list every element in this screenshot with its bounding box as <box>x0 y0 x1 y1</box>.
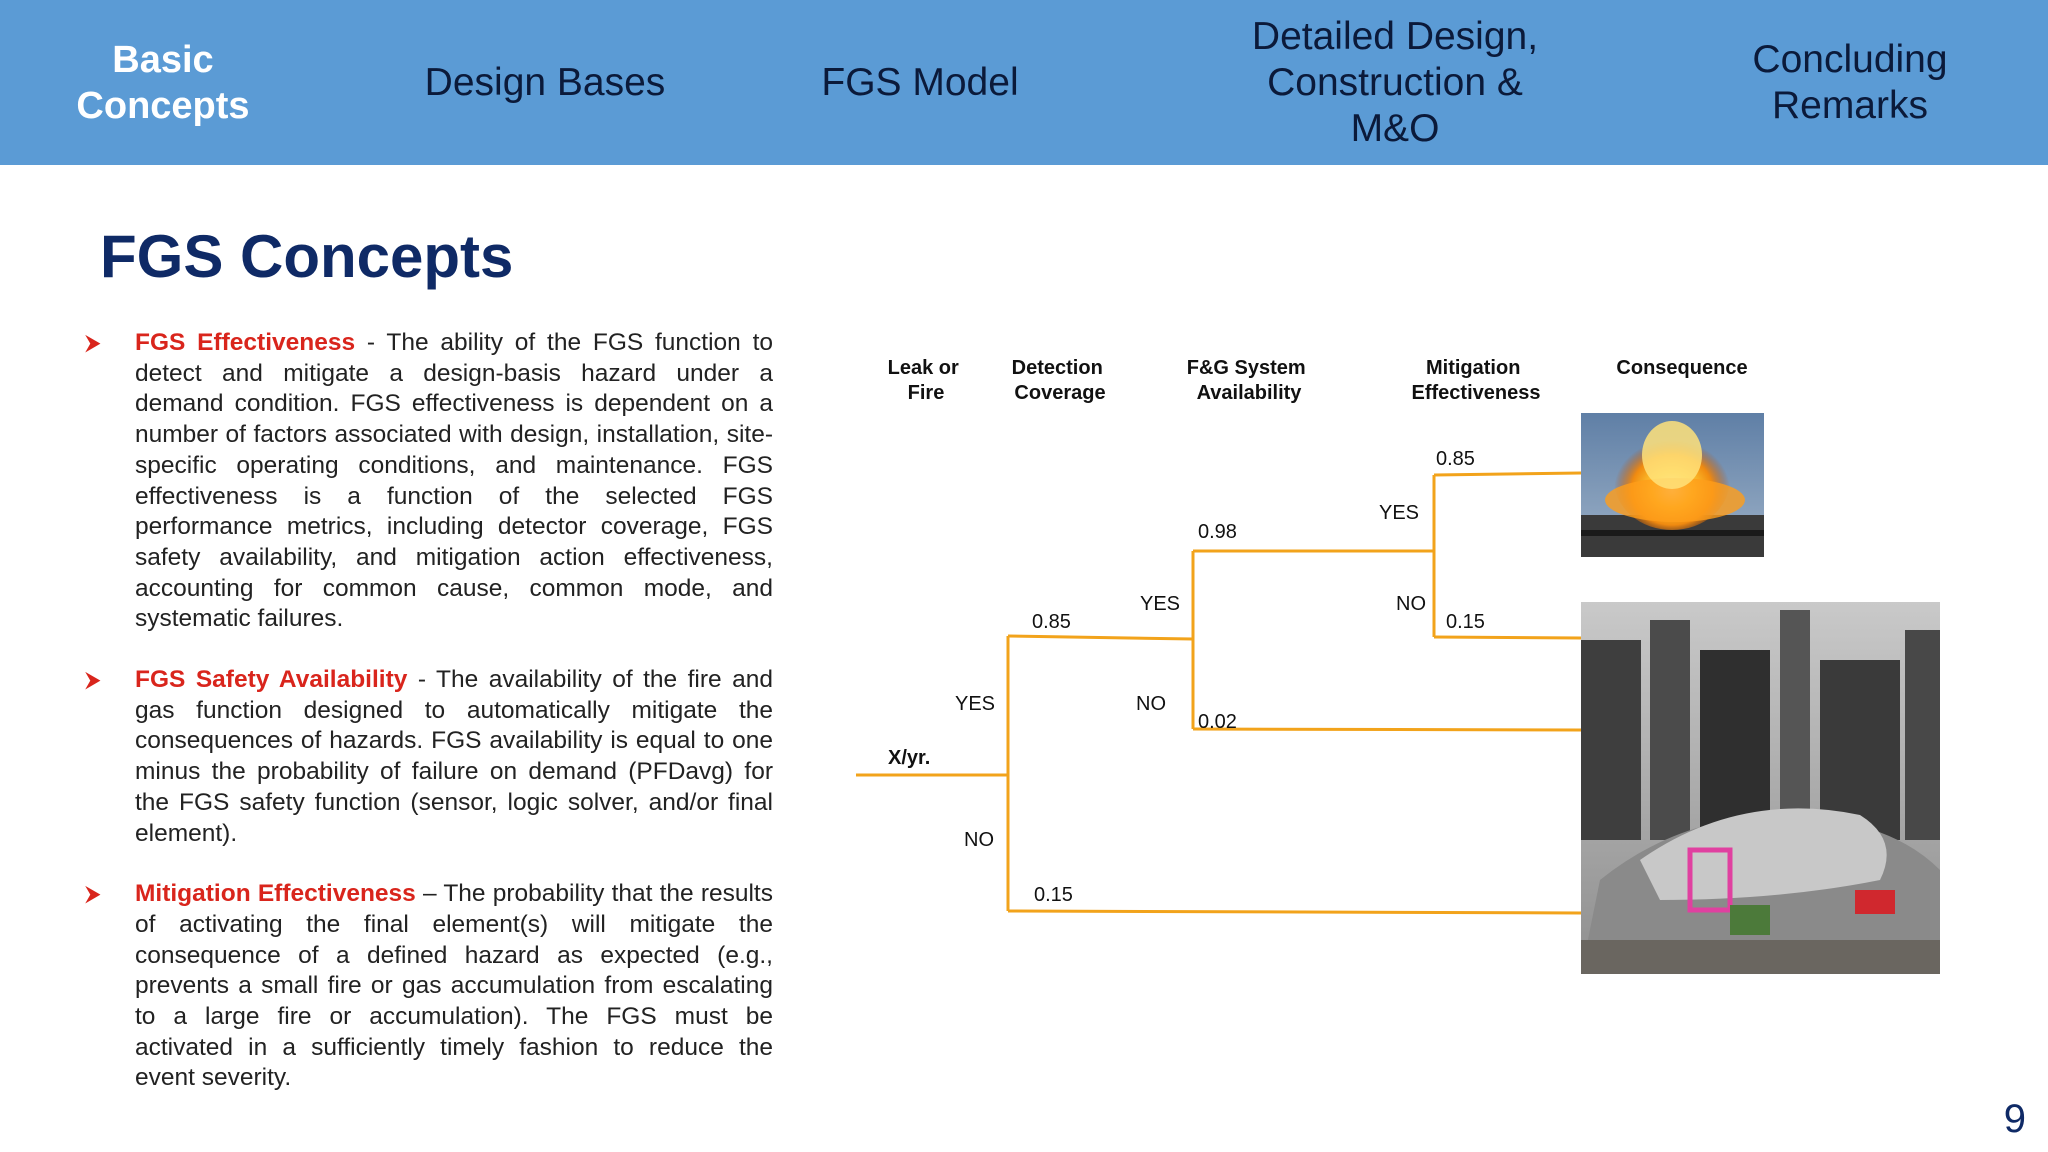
term: Mitigation Effectiveness <box>135 880 416 908</box>
availability-yes-label: YES <box>1140 593 1181 615</box>
tab-fgs-model[interactable]: FGS Model <box>821 60 1019 104</box>
page-number: 9 <box>2003 1097 2026 1141</box>
header-leak-or-fire: Leak or Fire <box>887 357 959 404</box>
mitigation-yes-branch <box>1434 473 1581 475</box>
bullet-fgs-effectiveness <box>85 328 773 635</box>
availability-no-branch <box>1193 729 1581 730</box>
fire-consequence-image <box>1581 413 1764 557</box>
detection-yes-branch <box>1008 636 1193 639</box>
term: FGS Effectiveness <box>135 329 356 356</box>
mitigation-yes-label: YES <box>1379 502 1420 524</box>
detection-no-branch <box>1008 911 1581 913</box>
availability-yes-prob: 0.98 <box>1198 521 1237 543</box>
definition: - The ability of the FGS function to detect and mitigate a design-basis hazard under a demand condition. FGS effectiveness is dependent on a number of factors associated with design, installation, site-specific operating conditions, and maintenance. FGS effectiveness is a function of the selected FGS performance metrics, including detector coverage, FGS safety availability, and mitigation action effectiveness, accounting for common cause, common mode, and systematic failures. <box>135 329 774 633</box>
definition: – The probability that the results of activating the final element(s) will mitigate the consequence of a defined hazard as expected (e.g., prevents a small fire or gas accumulation from escalating to a large fire or accumulation). The FGS must be activated in a sufficiently timely fashion to reduce the event severity. <box>135 880 773 1092</box>
detection-yes-prob: 0.85 <box>1032 611 1071 633</box>
availability-no-prob: 0.02 <box>1198 711 1237 733</box>
arrow-bullet-icon: ⮞ <box>85 330 101 355</box>
explosion-damage-image <box>1581 602 1940 974</box>
detection-no-label: NO <box>964 829 994 851</box>
tab-concluding-remarks[interactable]: Concluding Remarks <box>1752 37 1948 127</box>
availability-no-label: NO <box>1136 693 1166 715</box>
header-detection-coverage: Detection Coverage <box>1011 357 1106 404</box>
definition: - The availability of the fire and gas function designed to automatically mitigate the consequences of hazards. FGS availability is equal to one minus the probability of failure on demand (PFDavg) for the FGS safety function (sensor, logic solver, and/or final element). <box>135 666 773 847</box>
definition-list <box>85 328 773 1124</box>
header-consequence: Consequence <box>1616 357 1748 379</box>
initiator-frequency: X/yr. <box>888 747 931 769</box>
tab-detailed-design[interactable]: Detailed Design, Construction & M&O <box>1251 14 1539 150</box>
mitigation-no-label: NO <box>1396 593 1426 615</box>
tab-basic-concepts[interactable]: Basic Concepts <box>76 38 250 127</box>
mitigation-no-branch <box>1434 637 1581 638</box>
bullet-fgs-safety-availability <box>85 665 773 849</box>
tab-design-bases[interactable]: Design Bases <box>424 60 666 104</box>
branch-lines <box>856 473 1581 913</box>
header-fg-system-availability: F&G System Availability <box>1186 357 1306 404</box>
detection-yes-label: YES <box>955 693 996 715</box>
term: FGS Safety Availability <box>135 666 408 694</box>
arrow-bullet-icon: ⮞ <box>85 667 101 693</box>
arrow-bullet-icon: ⮞ <box>85 881 101 907</box>
mitigation-yes-prob: 0.85 <box>1436 448 1475 470</box>
mitigation-no-prob: 0.15 <box>1446 611 1485 633</box>
header-mitigation-effectiveness: Mitigation Effectiveness <box>1411 357 1541 404</box>
top-nav-bar <box>0 0 2048 165</box>
detection-no-prob: 0.15 <box>1034 884 1073 906</box>
bullet-mitigation-effectiveness <box>85 879 773 1094</box>
page-title: FGS Concepts <box>100 223 514 290</box>
